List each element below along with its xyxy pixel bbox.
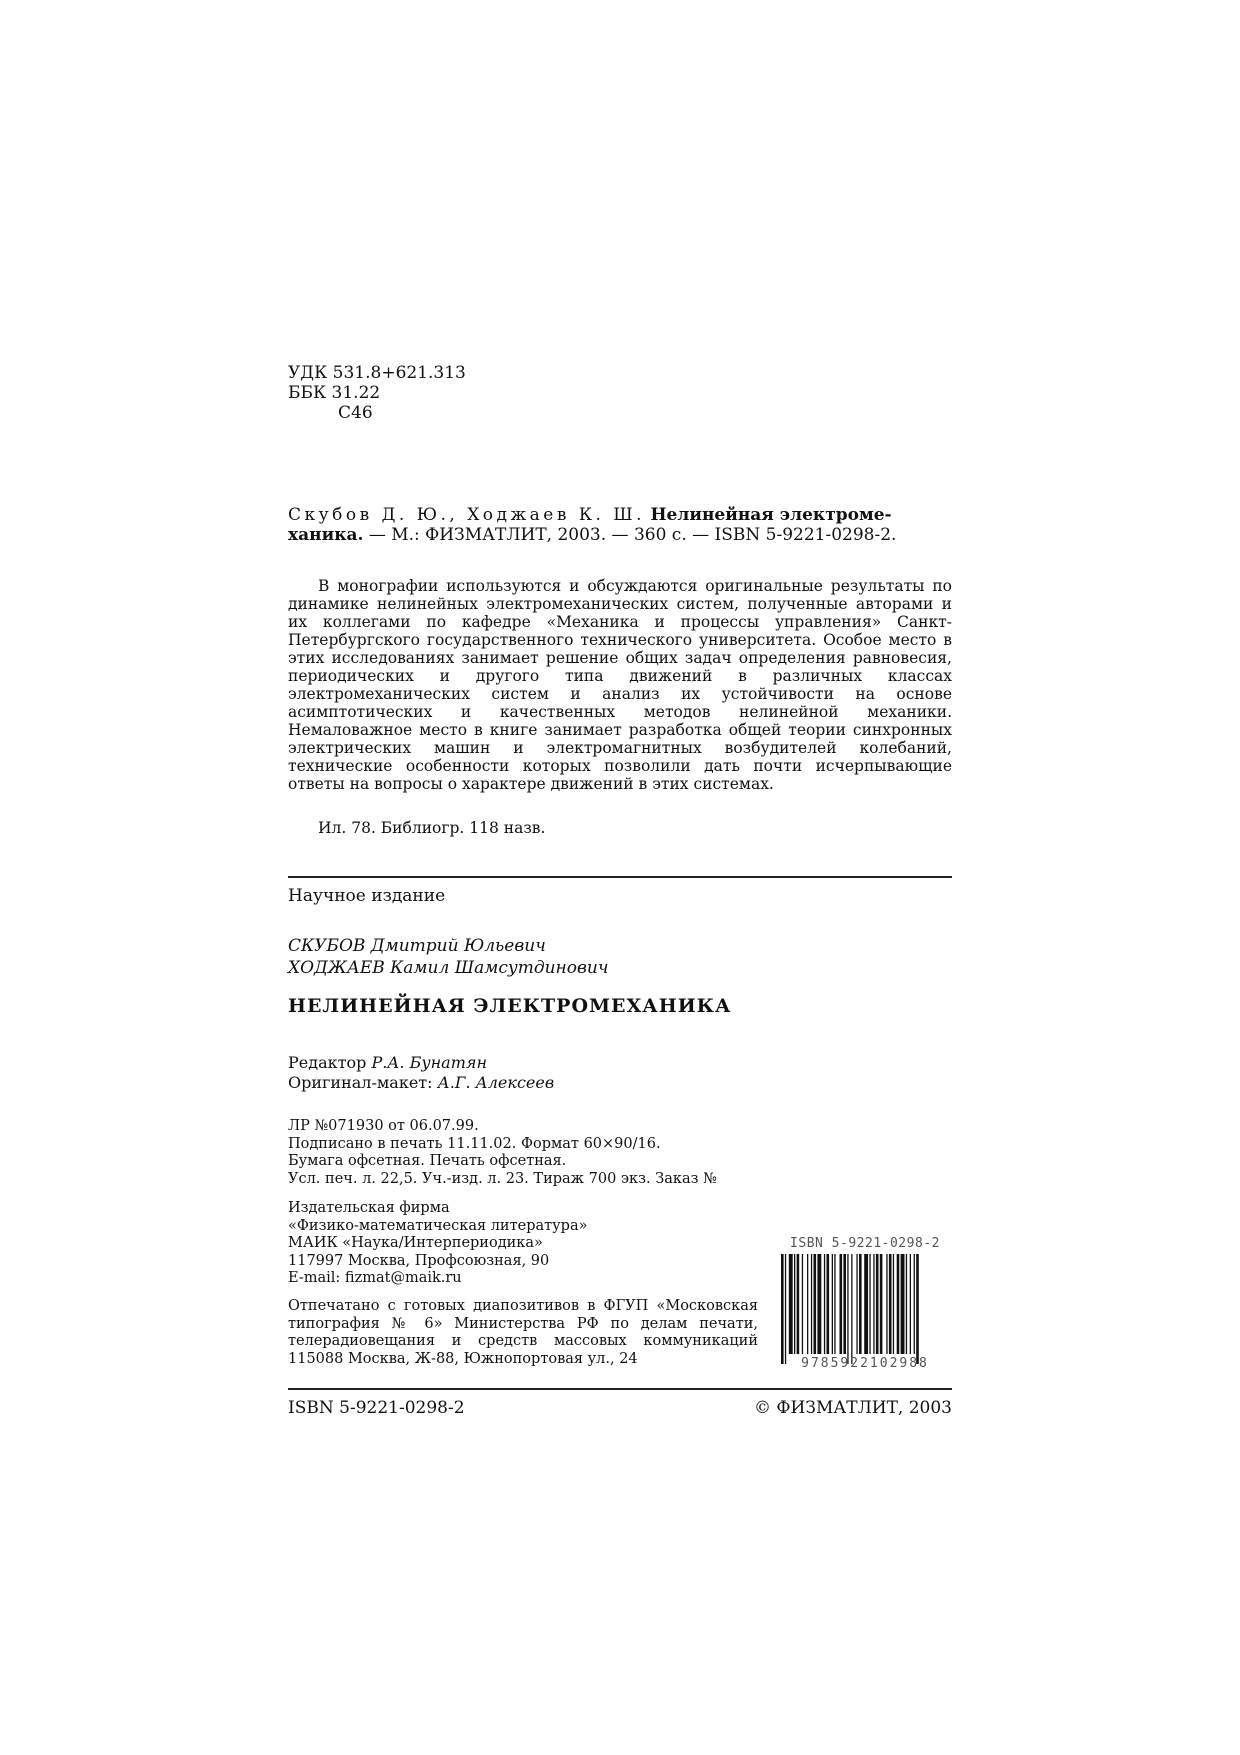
layout-name: А.Г. Алексеев bbox=[437, 1073, 555, 1092]
barcode-bar bbox=[901, 1254, 905, 1354]
citation-details: — М.: ФИЗМАТЛИТ, 2003. — 360 с. — ISBN 5-9221-0298-2. bbox=[363, 525, 897, 545]
barcode-bar bbox=[864, 1254, 868, 1354]
barcode-bar bbox=[817, 1254, 821, 1354]
publisher-line-1: Издательская фирма bbox=[288, 1200, 450, 1216]
isbn-barcode bbox=[775, 1236, 955, 1390]
barcode-bar bbox=[856, 1254, 857, 1354]
catalog-code: С46 bbox=[338, 403, 373, 423]
bibliographic-citation bbox=[288, 505, 952, 545]
abstract-text: В монографии используются и обсуждаются оригинальные результаты по динамике нелинейных электромеханических систем, полученные авторами и их коллегами по кафедре «Механика и процессы управления» Санкт-Петербургского государственного технического университета. Особое место в этих исследованиях занимает решение общих задач определения равновесия, периодических и другого типа движений в различных классах электромеханических систем и анализ их устойчивости на основе асимптотических и качественных методов нелинейной механики. Немаловажное место в книге занимает разработка общей теории синхронных электрических машин и электромагнитных возбудителей колебаний, технические особенности которых позволили дать почти исчерпывающие ответы на вопросы о характере движений в этих системах. bbox=[288, 577, 952, 793]
barcode-bar bbox=[910, 1254, 911, 1354]
publisher-line-2: «Физико-математическая литература» bbox=[288, 1217, 588, 1234]
footer-isbn: ISBN 5-9221-0298-2 bbox=[288, 1398, 465, 1418]
paper-line: Бумага офсетная. Печать офсетная. bbox=[288, 1153, 567, 1169]
barcode-digits: 9785922102988 bbox=[801, 1356, 929, 1371]
divider-top bbox=[288, 876, 952, 878]
publisher-address: 117997 Москва, Профсоюзная, 90 bbox=[288, 1252, 550, 1269]
authors-block bbox=[288, 935, 952, 979]
author-1: СКУБОВ Дмитрий Юльевич bbox=[288, 936, 546, 956]
barcode-bar bbox=[840, 1254, 843, 1354]
barcode-bar bbox=[797, 1254, 800, 1354]
barcode-bar bbox=[886, 1254, 887, 1354]
layout-line bbox=[288, 1073, 952, 1093]
print-details bbox=[288, 1118, 952, 1188]
author-2: ХОДЖАЕВ Камил Шамсутдинович bbox=[288, 958, 609, 978]
barcode-bar bbox=[893, 1254, 894, 1354]
license-line: ЛР №071930 от 06.07.99. bbox=[288, 1118, 479, 1134]
edition-type: Научное издание bbox=[288, 886, 446, 906]
barcode-isbn-label: ISBN 5-9221-0298-2 bbox=[790, 1236, 940, 1251]
illustrations-count: Ил. 78. Библиогр. 118 назв. bbox=[318, 819, 546, 837]
bbk-line: ББК 31.22 bbox=[288, 383, 381, 403]
barcode-bar bbox=[794, 1254, 795, 1354]
divider-bottom bbox=[288, 1388, 952, 1390]
barcode-bar bbox=[785, 1254, 786, 1364]
editors-block bbox=[288, 1053, 952, 1093]
editor-name: Р.А. Бунатян bbox=[371, 1053, 488, 1072]
signed-line: Подписано в печать 11.11.02. Формат 60×90/16. bbox=[288, 1135, 661, 1152]
citation-title-part1: Нелинейная электроме- bbox=[650, 505, 892, 525]
footer-copyright: © ФИЗМАТЛИТ, 2003 bbox=[754, 1398, 952, 1418]
barcode-bar bbox=[802, 1254, 803, 1354]
udk-block bbox=[288, 363, 952, 423]
citation-authors: Скубов Д. Ю., Ходжаев К. Ш. bbox=[288, 505, 646, 525]
editor-label: Редактор bbox=[288, 1053, 367, 1072]
barcode-bar bbox=[876, 1254, 879, 1354]
book-title: НЕЛИНЕЙНАЯ ЭЛЕКТРОМЕХАНИКА bbox=[288, 995, 732, 1017]
layout-label: Оригинал-макет: bbox=[288, 1073, 433, 1092]
barcode-bar bbox=[859, 1254, 862, 1354]
barcode-bar bbox=[873, 1254, 874, 1354]
udk-line: УДК 531.8+621.313 bbox=[288, 363, 466, 383]
barcode-bar bbox=[789, 1254, 793, 1354]
barcode-bar bbox=[914, 1254, 915, 1354]
publisher-email: E-mail: fizmat@maik.ru bbox=[288, 1270, 462, 1286]
barcode-bar bbox=[889, 1254, 892, 1354]
publisher-line-3: МАИК «Наука/Интерпериодика» bbox=[288, 1235, 543, 1251]
abstract bbox=[288, 577, 952, 793]
citation-title-part2: ханика. bbox=[288, 525, 364, 545]
barcode-bar bbox=[807, 1254, 808, 1354]
barcode-bar bbox=[843, 1254, 846, 1354]
barcode-bar bbox=[827, 1254, 830, 1354]
barcode-bar bbox=[897, 1254, 900, 1354]
barcode-bar bbox=[824, 1254, 825, 1354]
barcode-bar bbox=[851, 1254, 852, 1364]
barcode-bar bbox=[906, 1254, 907, 1354]
editor-line bbox=[288, 1053, 952, 1073]
barcode-bar bbox=[834, 1254, 835, 1354]
barcode-bar bbox=[811, 1254, 812, 1354]
barcode-bar bbox=[869, 1254, 870, 1354]
barcode-bar bbox=[847, 1254, 848, 1364]
barcode-bar bbox=[832, 1254, 833, 1354]
barcode-bar bbox=[880, 1254, 883, 1354]
barcode-bar bbox=[781, 1254, 784, 1364]
barcode-bar bbox=[916, 1254, 919, 1364]
publisher-block bbox=[288, 1200, 748, 1288]
barcode-bar bbox=[814, 1254, 817, 1354]
printing-house-info: Отпечатано с готовых диапозитивов в ФГУП «Московская типография № 6» Министерства РФ по делам печати, телерадиовещания и средств массовых коммуникаций 115088 Москва, Ж-88, Южнопортовая ул., 24 bbox=[288, 1298, 758, 1367]
volume-line: Усл. печ. л. 22,5. Уч.-изд. л. 23. Тираж 700 экз. Заказ № bbox=[288, 1170, 717, 1187]
